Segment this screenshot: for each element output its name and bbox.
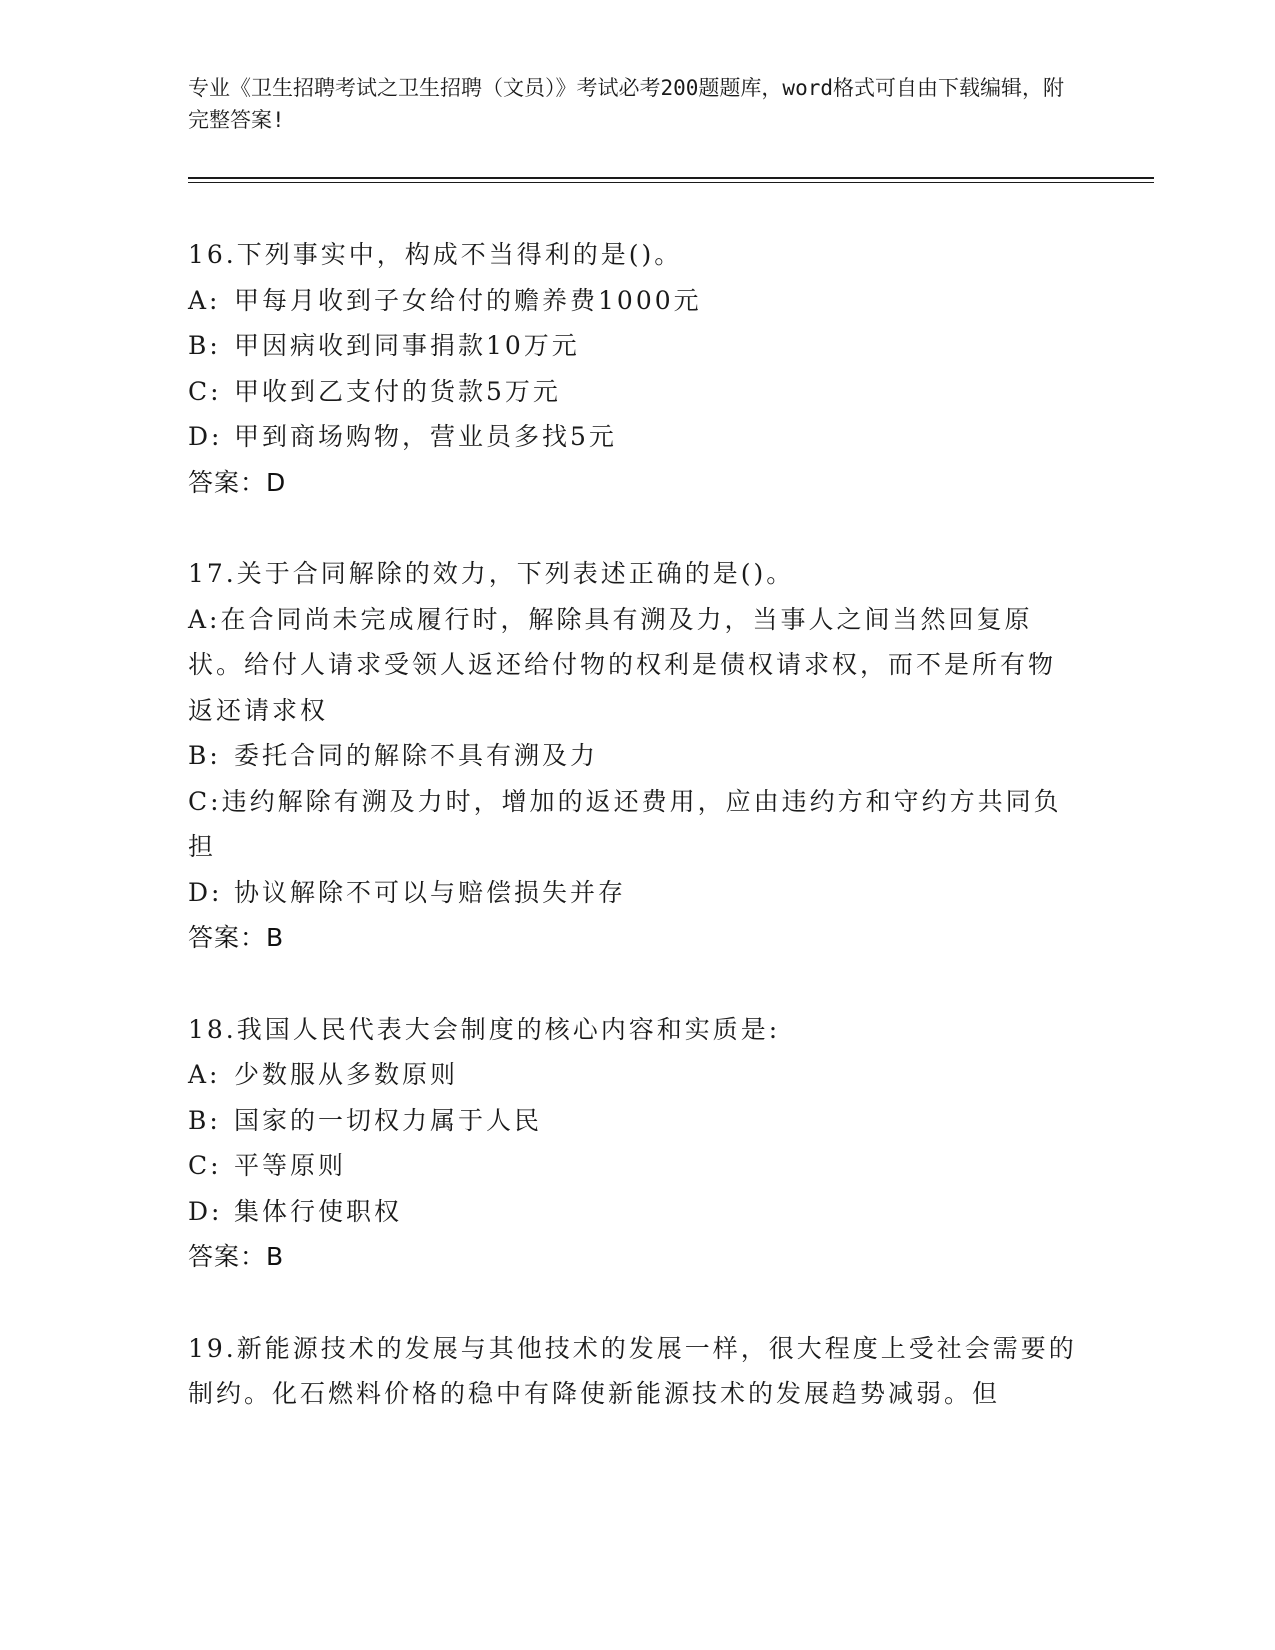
option-a — [188, 1052, 1078, 1098]
option-b — [188, 733, 1078, 779]
question-19 — [188, 1326, 1078, 1417]
option-key: D: — [188, 1196, 223, 1226]
header-divider — [188, 177, 1154, 183]
option-text: 在合同尚未完成履行时，解除具有溯及力，当事人之间当然回复原状。给付人请求受领人返还给付物的权利是债权请求权，而不是所有物返还请求权 — [188, 604, 1057, 725]
option-a — [188, 278, 1078, 324]
option-key: C: — [188, 786, 222, 816]
option-text: 违约解除有溯及力时，增加的返还费用，应由违约方和守约方共同负担 — [188, 786, 1062, 861]
option-key: A: — [188, 604, 221, 634]
option-text: 少数服从多数原则 — [234, 1060, 459, 1089]
option-b — [188, 323, 1078, 369]
option-key: B: — [188, 331, 221, 360]
option-d — [188, 870, 1078, 916]
answer-line: 答案：B — [188, 1242, 285, 1271]
option-d — [188, 414, 1078, 460]
option-key: C: — [188, 376, 222, 406]
option-d — [188, 1189, 1078, 1235]
answer-line: 答案：D — [188, 467, 287, 497]
question-16 — [188, 232, 1078, 505]
option-text: 平等原则 — [234, 1151, 347, 1180]
option-c — [188, 369, 1078, 415]
option-key: A: — [188, 1060, 221, 1089]
option-text: 甲每月收到子女给付的赡养费1000元 — [234, 285, 702, 315]
option-c — [188, 779, 1078, 870]
question-17 — [188, 551, 1078, 961]
option-text: 甲收到乙支付的货款5万元 — [234, 376, 561, 406]
question-list — [188, 232, 1078, 1463]
option-key: C: — [188, 1151, 222, 1180]
option-key: D: — [188, 877, 223, 907]
option-key: B: — [188, 1105, 221, 1135]
option-c — [188, 1143, 1078, 1189]
option-text: 协议解除不可以与赔偿损失并存 — [234, 877, 627, 907]
question-stem: 16.下列事实中，构成不当得利的是()。 — [188, 240, 683, 269]
option-a — [188, 597, 1078, 734]
option-key: B: — [188, 741, 221, 770]
question-stem: 17.关于合同解除的效力，下列表述正确的是()。 — [188, 559, 795, 588]
option-b — [188, 1098, 1078, 1144]
question-stem: 18.我国人民代表大会制度的核心内容和实质是: — [188, 1014, 781, 1044]
answer-line: 答案：B — [188, 923, 285, 952]
option-key: A: — [188, 285, 221, 315]
question-18 — [188, 1007, 1078, 1280]
option-text: 集体行使职权 — [234, 1196, 403, 1226]
option-text: 国家的一切权力属于人民 — [234, 1105, 543, 1135]
document-intro: 专业《卫生招聘考试之卫生招聘（文员）》考试必考200题题库，word格式可自由下载编辑，附完整答案! — [188, 76, 1064, 132]
option-text: 甲因病收到同事捐款10万元 — [234, 331, 580, 360]
question-stem: 19.新能源技术的发展与其他技术的发展一样，很大程度上受社会需要的制约。化石燃料价格的稳中有降使新能源技术的发展趋势减弱。但 — [188, 1333, 1077, 1408]
option-key: D: — [188, 422, 223, 451]
option-text: 委托合同的解除不具有溯及力 — [234, 741, 599, 770]
option-text: 甲到商场购物，营业员多找5元 — [234, 422, 617, 451]
